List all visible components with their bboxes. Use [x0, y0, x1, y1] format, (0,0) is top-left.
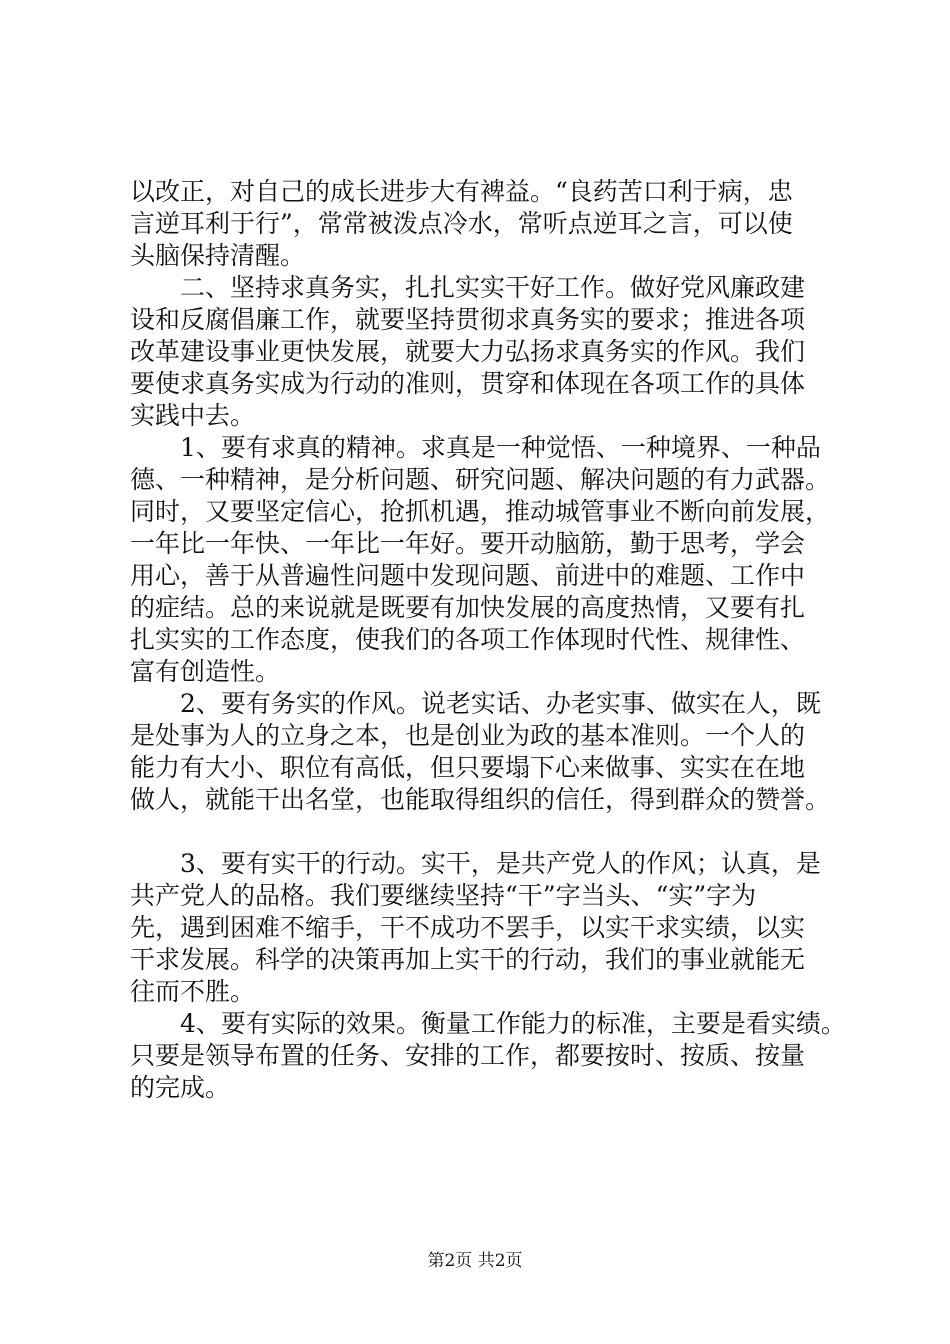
body-text-line: 二、坚持求真务实，扎扎实实干好工作。做好党风廉政建: [130, 273, 806, 302]
body-text-line: 的症结。总的来说就是既要有加快发展的高度热情，又要有扎: [130, 593, 806, 622]
body-text-line: 言逆耳利于行”，常常被泼点冷水，常听点逆耳之言，可以使: [130, 209, 793, 238]
body-text-line: 设和反腐倡廉工作，就要坚持贯彻求真务实的要求；推进各项: [130, 305, 806, 334]
body-text-line: 1、要有求真的精神。求真是一种觉悟、一种境界、一种品: [130, 433, 821, 462]
page-footer: 第2页 共2页: [427, 1251, 523, 1271]
body-text-line: 一年比一年快、一年比一年好。要开动脑筋，勤于思考，学会: [130, 529, 806, 558]
body-text-line: 实践中去。: [130, 401, 256, 430]
body-text-line: 的完成。: [130, 1073, 231, 1102]
body-text-line: 要使求真务实成为行动的准则，贯穿和体现在各项工作的具体: [130, 369, 806, 398]
body-text-line: 只要是领导布置的任务、安排的工作，都要按时、按质、按量: [130, 1041, 806, 1070]
body-text-line: 同时，又要坚定信心，抢抓机遇，推动城管事业不断向前发展，: [130, 497, 831, 526]
body-text-line: 3、要有实干的行动。实干，是共产党人的作风；认真，是: [130, 849, 821, 878]
body-text-line: 共产党人的品格。我们要继续坚持“干”字当头、“实”字为: [130, 881, 757, 910]
body-text-line: 干求发展。科学的决策再加上实干的行动，我们的事业就能无: [130, 945, 806, 974]
body-text-line: 能力有大小、职位有高低，但只要塌下心来做事、实实在在地: [130, 753, 806, 782]
body-text-line: 先，遇到困难不缩手，干不成功不罢手，以实干求实绩，以实: [130, 913, 806, 942]
body-text-line: 以改正，对自己的成长进步大有裨益。“良药苦口利于病，忠: [130, 177, 793, 206]
body-text-line: 做人，就能干出名堂，也能取得组织的信任，得到群众的赞誉。: [130, 785, 831, 814]
body-text-line: 改革建设事业更快发展，就要大力弘扬求真务实的作风。我们: [130, 337, 806, 366]
body-text-line: 德、一种精神，是分析问题、研究问题、解决问题的有力武器。: [130, 465, 831, 494]
body-text-line: 头脑保持清醒。: [130, 241, 306, 270]
body-text-line: 是处事为人的立身之本，也是创业为政的基本准则。一个人的: [130, 721, 806, 750]
body-text-line: 往而不胜。: [130, 977, 256, 1006]
body-text-line: 用心，善于从普遍性问题中发现问题、前进中的难题、工作中: [130, 561, 806, 590]
body-text-line: 富有创造性。: [130, 657, 281, 686]
body-text-line: 4、要有实际的效果。衡量工作能力的标准，主要是看实绩。: [130, 1009, 846, 1038]
body-text-line: 扎实实的工作态度，使我们的各项工作体现时代性、规律性、: [130, 625, 806, 654]
body-text-line: 2、要有务实的作风。说老实话、办老实事、做实在人，既: [130, 689, 821, 718]
